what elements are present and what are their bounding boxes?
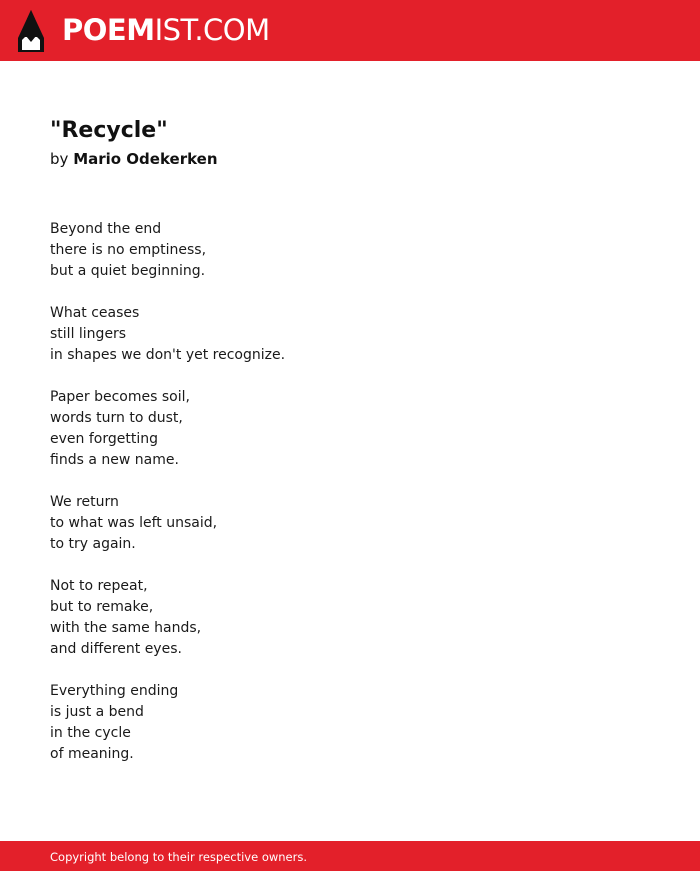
site-logo[interactable]: [62, 12, 270, 48]
poem-line: finds a new name.: [50, 452, 179, 468]
poem-line: in shapes we don't yet recognize.: [50, 347, 286, 363]
stanza: [50, 387, 650, 471]
author-name: Mario Odekerken: [73, 150, 218, 168]
stanza: [50, 576, 650, 660]
stanza: [50, 303, 650, 366]
poem-line: Not to repeat,: [50, 578, 148, 594]
stanza: [50, 219, 650, 282]
poem-line: still lingers: [50, 326, 127, 342]
site-footer: [0, 841, 700, 871]
poem-line: What ceases: [50, 305, 140, 321]
poem-line: to what was left unsaid,: [50, 515, 218, 531]
poem-line: We return: [50, 494, 119, 510]
logo-bold-text: POEM: [62, 13, 155, 47]
poem-line: there is no emptiness,: [50, 242, 207, 258]
poem-line: of meaning.: [50, 746, 134, 762]
stanza: [50, 492, 650, 555]
poem-line: even forgetting: [50, 431, 158, 447]
poem-line: Beyond the end: [50, 221, 162, 237]
poem-line: and different eyes.: [50, 641, 182, 657]
pencil-tip-icon[interactable]: [18, 10, 44, 52]
poem-line: to try again.: [50, 536, 136, 552]
copyright-notice: Copyright belong to their respective owners.: [50, 850, 308, 864]
poem-line: with the same hands,: [50, 620, 202, 636]
poem-title: "Recycle": [50, 118, 168, 143]
stanza: [50, 681, 650, 765]
poem-line: but a quiet beginning.: [50, 263, 206, 279]
poem-byline: [50, 149, 218, 169]
poem-body: [50, 219, 650, 786]
poem-line: but to remake,: [50, 599, 154, 615]
poem-line: Paper becomes soil,: [50, 389, 190, 405]
poem-line: words turn to dust,: [50, 410, 183, 426]
poem-line: Everything ending: [50, 683, 179, 699]
poem-line: is just a bend: [50, 704, 144, 720]
logo-light-text: IST.COM: [154, 13, 270, 47]
site-header: [0, 0, 700, 61]
byline-label: by: [50, 150, 69, 168]
poem-line: in the cycle: [50, 725, 131, 741]
